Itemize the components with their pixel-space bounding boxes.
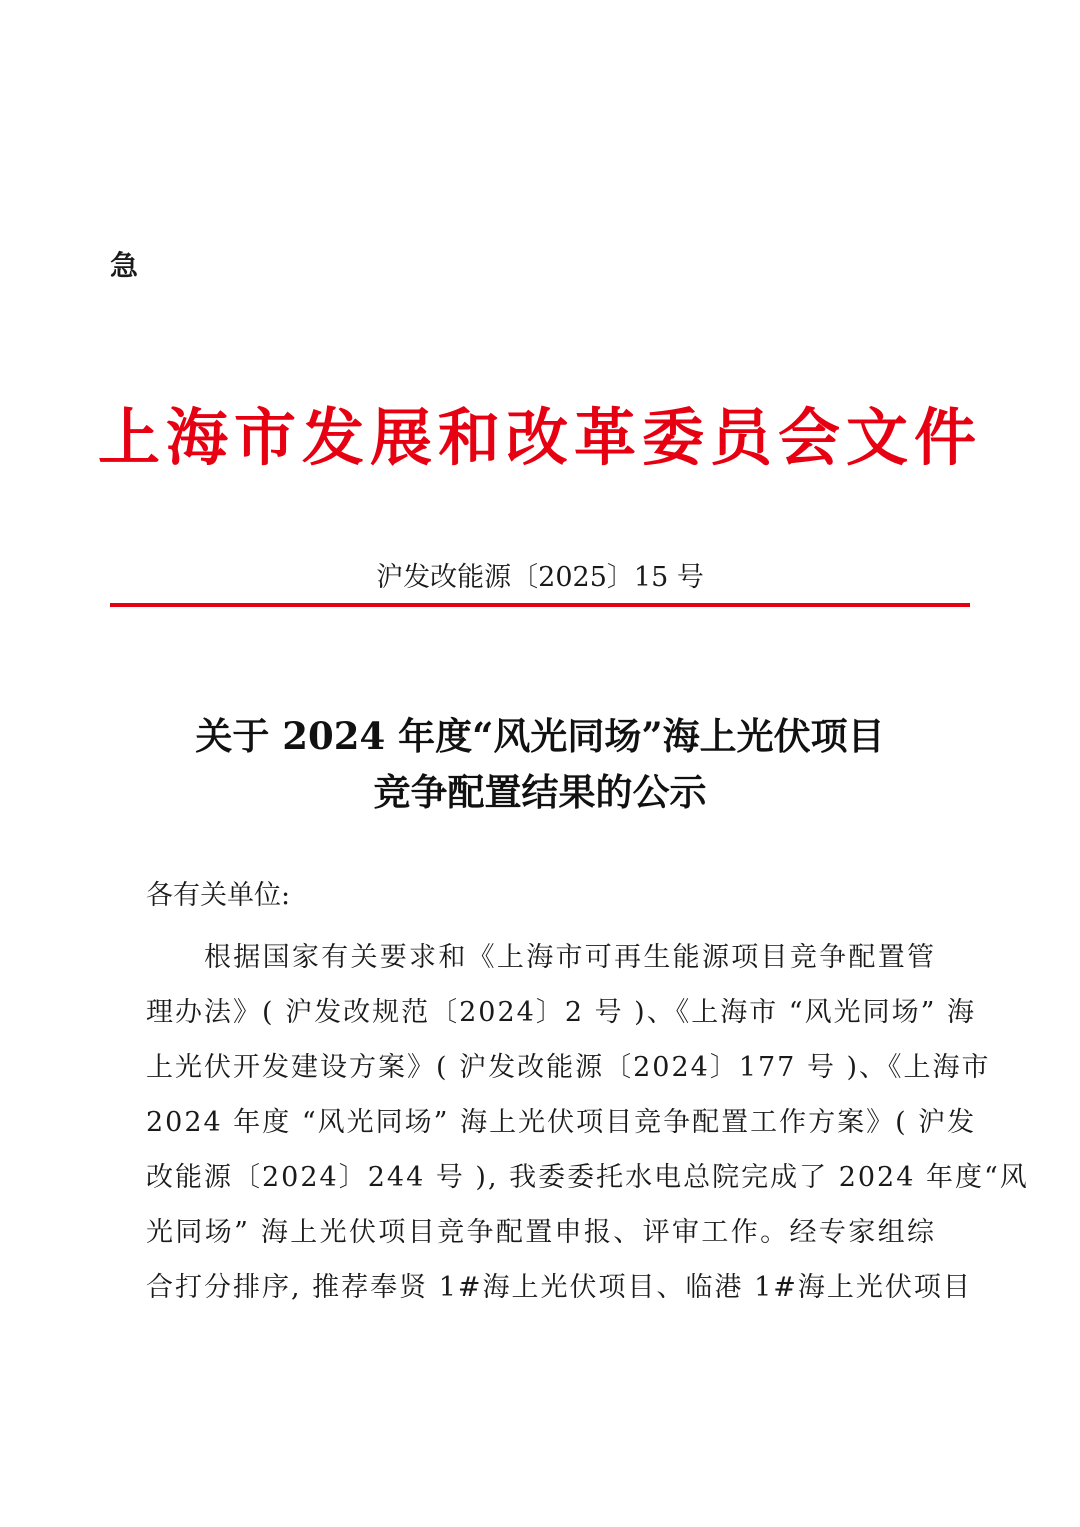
body-line: 改能源〔2024〕244 号 ), 我委委托水电总院完成了 2024 年度“风: [146, 1162, 1029, 1193]
red-separator-line: [110, 603, 970, 607]
document-title: [0, 708, 1080, 820]
document-number: 沪发改能源〔2025〕15 号: [376, 562, 704, 593]
body-line: 光同场” 海上光伏项目竞争配置申报、评审工作。经专家组综: [146, 1217, 936, 1248]
body-line: 根据国家有关要求和《上海市可再生能源项目竞争配置管: [204, 942, 936, 973]
body-paragraph: [146, 930, 1029, 1315]
body-line: 理办法》( 沪发改规范〔2024〕2 号 )、《上海市 “风光同场” 海: [146, 997, 976, 1028]
body-line: 合打分排序, 推荐奉贤 1#海上光伏项目、临港 1#海上光伏项目: [146, 1272, 972, 1303]
issuer-masthead: 上海市发展和改革委员会文件: [97, 401, 982, 474]
title-line-1: 关于 2024 年度“风光同场”海上光伏项目: [195, 714, 885, 758]
salutation: 各有关单位:: [146, 880, 291, 911]
urgency-mark: 急: [110, 249, 139, 282]
body-line: 上光伏开发建设方案》( 沪发改能源〔2024〕177 号 )、《上海市: [146, 1052, 991, 1083]
body-line: 2024 年度 “风光同场” 海上光伏项目竞争配置工作方案》( 沪发: [146, 1107, 977, 1138]
title-line-2: 竞争配置结果的公示: [373, 770, 707, 814]
